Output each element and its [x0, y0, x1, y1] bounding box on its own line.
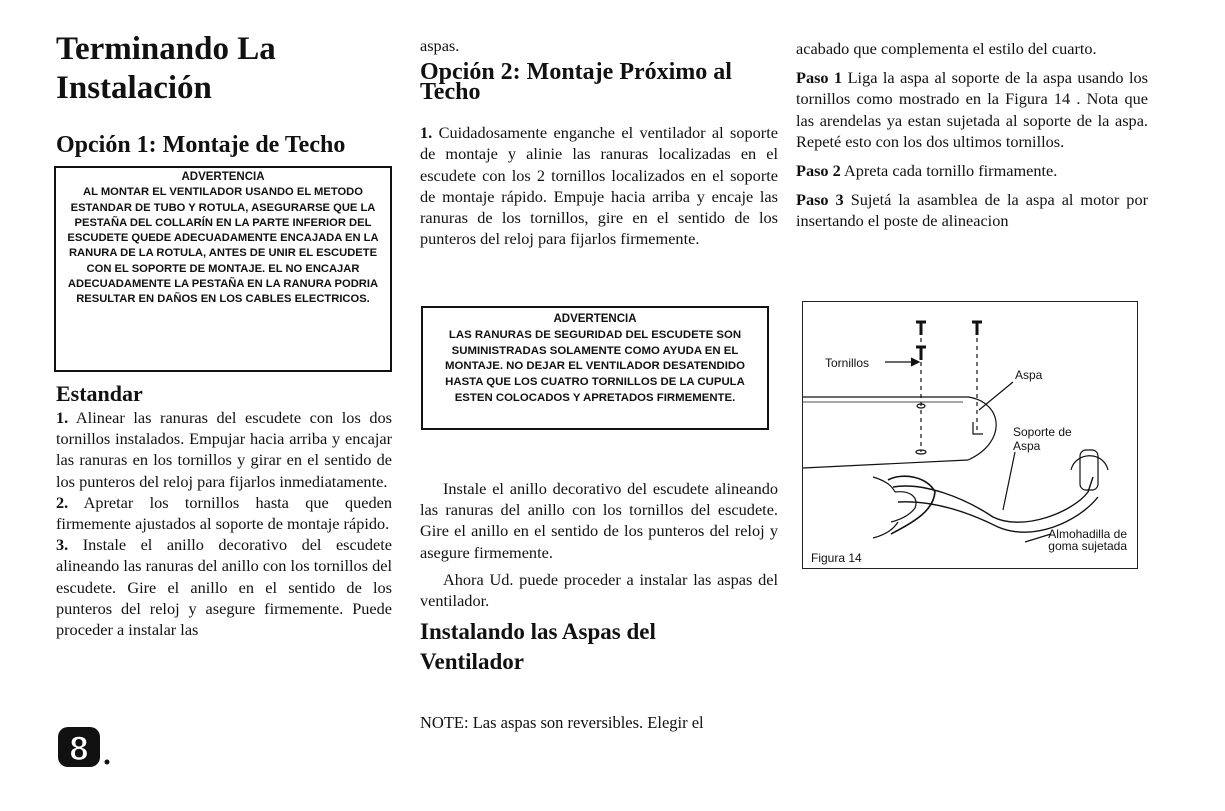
warning-text: AL MONTAR EL VENTILADOR USANDO EL METODO ESTANDAR DE TUBO Y ROTULA, ASEGURARSE QUE LA PESTAÑA DEL COLLARÍN EN LA PARTE INFERIOR DEL ESCUDETE QUEDE ADECUADAMENTE ENCAJADA EN LA RANURA DE LA ROTULA, ANTES DE UNIR EL ESCUDETE CON EL SOPORTE DE MONTAJE. EL NO ENCAJAR ADECUADAMENTE LA PESTAÑA EN LA RANURA PODRIA RESULTAR EN DAÑOS EN LOS CABLES ELECTRICOS. [67, 186, 379, 306]
item-text: Alinear las ranuras del escudete con los dos tornillos instalados. Empujar hacia arriba y encajar las ranuras en los tornillos y girar en el sentido de los punteros del reloj para fijarlos inmediatamente. [56, 408, 393, 491]
step-1 [796, 67, 1148, 152]
step-label: Paso 3 [796, 190, 844, 210]
label-blade: Aspa [1015, 368, 1043, 382]
step-text: Liga la aspa al soporte de la aspa usando los tornillos como mostrado en la Figura 14 . Nota que las arendelas ya estan sujetada al soporte de la aspa. Repeté esto con los dos ultimos tornillos. [796, 68, 1148, 151]
item-number: 2. [56, 492, 69, 512]
continued-text: aspas. [420, 36, 460, 55]
figure-14 [802, 301, 1138, 569]
figure-caption: Figura 14 [811, 551, 862, 565]
paragraph: Ahora Ud. puede proceder a instalar las aspas del ventilador. [420, 569, 778, 611]
label-screws: Tornillos [825, 356, 870, 370]
step-label: Paso 2 [796, 161, 841, 181]
item-number: 1. [420, 123, 433, 143]
item-number: 1. [56, 408, 69, 427]
column-3 [796, 38, 1148, 232]
page-number-badge [56, 722, 126, 772]
list-item [420, 122, 778, 249]
label-grommet: Almohadilla de goma sujetada [1048, 527, 1127, 553]
item-text: Apretar los tornillos hasta que queden firmemente ajustados al soporte de montaje rápido. [56, 492, 392, 534]
list-item [56, 492, 392, 534]
page-number-icon [56, 722, 126, 772]
column-1-body [56, 380, 392, 640]
label-bracket: Soporte de Aspa [1013, 425, 1072, 453]
warning-text: LAS RANURAS DE SEGURIDAD DEL ESCUDETE SON SUMINISTRADAS SOLAMENTE COMO AYUDA EN EL MONTAJE. NO DEJAR EL VENTILADOR DESATENDIDO HASTA QUE LOS CUATRO TORNILLOS DE LA CUPULA ESTEN COLOCADOS Y APRETADOS FIRMEMENTE. [445, 328, 745, 404]
standard-heading: Estandar [56, 381, 143, 406]
step-text: Sujetá la asamblea de la aspa al motor por insertando el poste de alineacion [796, 190, 1149, 231]
item-number: 3. [56, 535, 69, 555]
option2-heading: Opción 2: Montaje Próximo al Techo [420, 59, 732, 106]
column-2 [420, 35, 778, 249]
page-number: 8 [69, 730, 89, 768]
page-title: Terminando La Instalación [56, 31, 276, 106]
note-text: NOTE: Las aspas son reversibles. Elegir el [420, 713, 704, 732]
column-2-body [420, 478, 778, 677]
blades-heading: Instalando las Aspas del Ventilador [420, 619, 656, 675]
paragraph: Instale el anillo decorativo del escudete alineando las ranuras del anillo con los tornillos del escudete. Gire el anillo en el sentido de los punteros del reloj y asegure firmemente. [420, 479, 778, 562]
column-1 [56, 30, 392, 158]
step-label: Paso 1 [796, 68, 843, 88]
item-text: Instale el anillo decorativo del escudete alineando las ranuras del anillo con los tornillos del escudete. Gire el anillo en el sentido de los punteros del reloj y asegure firmemente. Puede proceder a instalar las [56, 535, 392, 640]
warning-title: ADVERTENCIA [553, 313, 637, 325]
warning-box-2 [421, 306, 769, 430]
option1-heading: Opción 1: Montaje de Techo [56, 132, 346, 158]
warning-title: ADVERTENCIA [181, 171, 265, 183]
step-2 [796, 160, 1148, 181]
warning-box-1 [54, 166, 392, 372]
list-item [56, 534, 392, 640]
continued-text: acabado que complementa el estilo del cuarto. [796, 39, 1097, 58]
item-text: Cuidadosamente enganche el ventilador al soporte de montaje y alinie las ranuras localizadas en el escudete con los 2 tornillos localizados en el soporte de montaje rápido. Empuje hacia arriba y encaje las ranuras de los tornillos, gire en el sentido de los punteros del reloj para fijarlos firmemente. [420, 123, 778, 249]
step-3 [796, 189, 1148, 231]
list-item [56, 407, 392, 492]
step-text: Apreta cada tornillo firmamente. [843, 161, 1058, 181]
